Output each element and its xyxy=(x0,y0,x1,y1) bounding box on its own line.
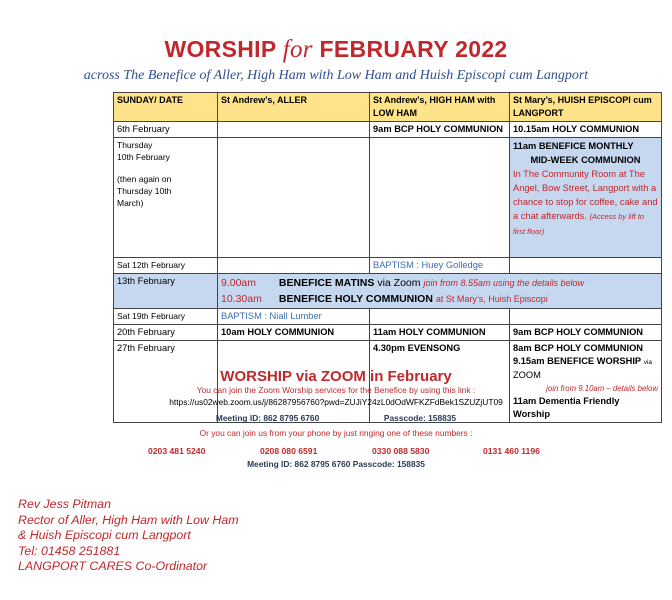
benefice-line: 10.30am BENEFICE HOLY COMMUNION at St Mary’s, Huish Episcopi xyxy=(221,293,548,305)
row-benefice xyxy=(218,274,662,309)
table-header-row xyxy=(114,93,662,122)
row-huish: 10.15am HOLY COMMUNION xyxy=(510,122,662,138)
signature-name: Rev Jess Pitman xyxy=(18,497,111,511)
zoom-meeting-line-2: Meeting ID: 862 8795 6760 Passcode: 158835 xyxy=(247,459,425,469)
zoom-link[interactable]: https://us02web.zoom.us/j/86287956760?pwd=ZUJiY24zL0dOdWFKZFdBek1SZUZjUT09 xyxy=(169,397,503,407)
table-row xyxy=(114,325,662,341)
date-line: Thursday xyxy=(117,140,153,150)
row-highham: 9am BCP HOLY COMMUNION xyxy=(370,122,510,138)
phone-number: 0131 460 1196 xyxy=(483,446,540,456)
row-huish xyxy=(510,138,662,258)
phone-number: 0208 080 6591 xyxy=(260,446,318,456)
date-line: Thursday 10th xyxy=(117,186,172,196)
zoom-meeting-line xyxy=(0,413,672,423)
title-worship: WORSHIP xyxy=(164,36,277,62)
row-date: Sat 19th February xyxy=(114,309,218,325)
passcode: Passcode: 158835 xyxy=(383,413,457,423)
row-date: 27th February xyxy=(114,341,218,423)
huish-line: join from 9.10am – details below xyxy=(546,384,658,393)
row-highham: 11am HOLY COMMUNION xyxy=(370,325,510,341)
date-line: 10th February xyxy=(117,152,170,162)
row-huish xyxy=(510,258,662,274)
row-highham: BAPTISM : Huey Golledge xyxy=(370,258,510,274)
row-date: 6th February xyxy=(114,122,218,138)
header-huish: St Mary’s, HUISH EPISCOPI cum LANGPORT xyxy=(510,93,662,122)
signature-role: LANGPORT CARES Co-Ordinator xyxy=(18,559,208,573)
page-title xyxy=(0,36,672,64)
row-date xyxy=(114,138,218,258)
table-row xyxy=(114,274,662,309)
table-row xyxy=(114,122,662,138)
meeting-id: Meeting ID: 862 8795 6760 xyxy=(215,413,320,423)
header-highham: St Andrew’s, HIGH HAM with LOW HAM xyxy=(370,93,510,122)
phone-intro: Or you can join us from your phone by just ringing one of these numbers : xyxy=(199,428,473,438)
title-for: for xyxy=(282,36,313,63)
row-date: Sat 12th February xyxy=(114,258,218,274)
huish-line: In The Community Room at The Angel, Bow Street, Langport with a chance to stop for coffee, cake and a chat afterwards. (Access by lift to first floor) xyxy=(513,169,658,236)
row-highham xyxy=(370,309,510,325)
zoom-title: WORSHIP via ZOOM in February xyxy=(220,368,452,385)
row-aller xyxy=(218,138,370,258)
table-row xyxy=(114,138,662,258)
signature-role: Rector of Aller, High Ham with Low Ham xyxy=(18,512,239,527)
table-row xyxy=(114,258,662,274)
date-line: (then again on xyxy=(117,174,172,184)
huish-line: MID-WEEK COMMUNION xyxy=(530,155,641,165)
phone-number: 0330 088 5830 xyxy=(372,446,430,456)
signature-phone: Tel: 01458 251881 xyxy=(18,543,121,558)
header-aller: St Andrew’s, ALLER xyxy=(218,93,370,122)
table-row xyxy=(114,309,662,325)
page-subtitle: across The Benefice of Aller, High Ham with Low Ham and Huish Episcopi cum Langport xyxy=(83,68,589,83)
huish-line: 11am BENEFICE MONTHLY xyxy=(513,141,634,151)
row-huish: 9am BCP HOLY COMMUNION xyxy=(510,325,662,341)
zoom-intro: You can join the Zoom Worship services for the Benefice by using this link : xyxy=(196,385,476,395)
huish-line: 9.15am BENEFICE WORSHIP via ZOOM xyxy=(513,356,653,380)
huish-line: 11am Dementia Friendly Worship xyxy=(513,396,620,419)
row-date: 20th February xyxy=(114,325,218,341)
row-aller xyxy=(218,258,370,274)
header-date: SUNDAY/ DATE xyxy=(114,93,218,122)
signature-block xyxy=(18,497,239,575)
signature-role: & Huish Episcopi cum Langport xyxy=(18,528,191,542)
row-date: 13th February xyxy=(114,274,218,309)
row-aller: BAPTISM : Niall Lumber xyxy=(218,309,370,325)
benefice-line: 9.00am BENEFICE MATINS via Zoom join from 8.55am using the details below xyxy=(221,277,585,289)
huish-line: 8am BCP HOLY COMMUNION xyxy=(513,343,644,353)
row-highham xyxy=(370,138,510,258)
row-aller xyxy=(218,122,370,138)
date-line: March) xyxy=(117,198,144,208)
row-highham: 4.30pm EVENSONG xyxy=(370,341,510,423)
row-huish xyxy=(510,309,662,325)
title-month: FEBRUARY 2022 xyxy=(319,36,508,62)
phone-number: 0203 481 5240 xyxy=(148,446,206,456)
row-aller: 10am HOLY COMMUNION xyxy=(218,325,370,341)
